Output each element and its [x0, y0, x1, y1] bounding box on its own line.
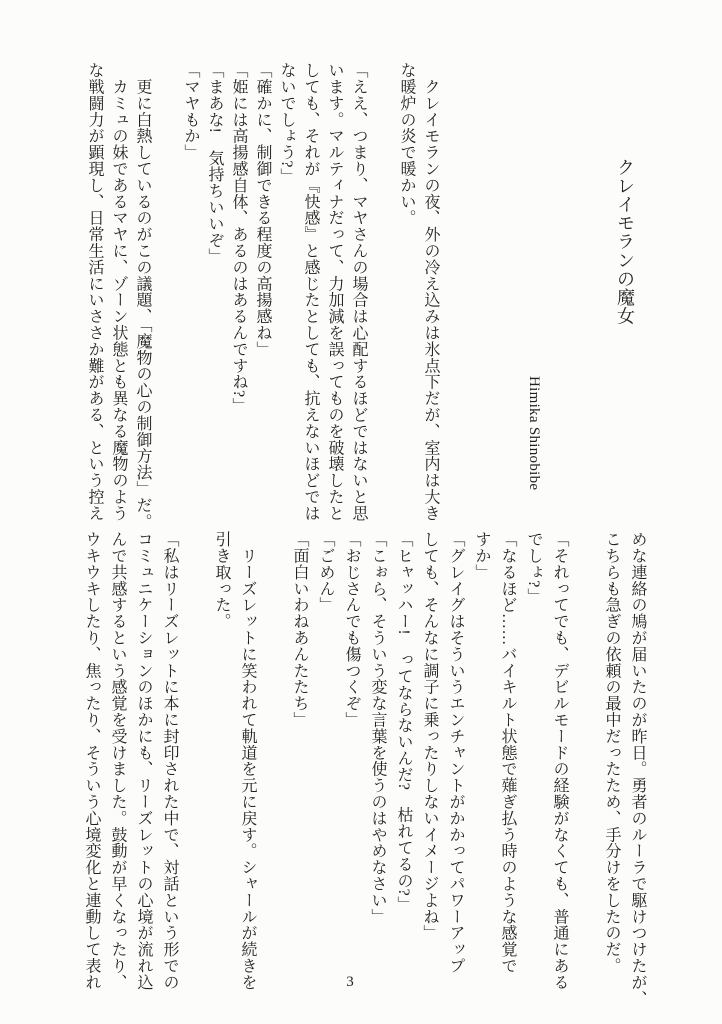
text-line — [370, 62, 394, 540]
text-line: でしょ?」 — [525, 531, 542, 605]
text-line: クレイモランの夜、外の冷え込みは氷点下だが、室内は大き — [422, 62, 439, 522]
text-line: 「マヤもか」 — [182, 62, 199, 161]
text-line: コミュニケーションのほかにも、リーズレットの心境が流れ込 — [135, 531, 152, 991]
text-line: ウキウキしたり、焦ったり、そういう心境変化と連動して表れ — [83, 531, 100, 991]
bottom-text-block — [78, 531, 650, 1009]
text-line: すか」 — [473, 531, 490, 581]
text-line: 引き取った。 — [213, 531, 230, 630]
text-line: こちらも急ぎの依頼の最中だったため、手分けをしたのだ。 — [603, 531, 620, 974]
text-line: 「まあな! 気持ちいいぞ」 — [206, 62, 223, 265]
bottom-text-columns — [78, 531, 650, 1009]
text-line: な暖炉の炎で暖かい。 — [398, 62, 415, 226]
author-name: Himika Shinobibe — [526, 376, 542, 491]
text-line: んで共感するという感覚を受けました。鼓動が早くなったり、 — [109, 531, 126, 991]
text-line: な戦闘力が顕現し、日常生活にいささか難がある、という控え — [86, 62, 103, 522]
top-text-columns — [82, 62, 442, 540]
text-line: 「こぉら、そういう変な言葉を使うのはやめなさい」 — [369, 531, 386, 925]
page-title: クレイモランの魔女 — [615, 158, 635, 326]
text-line — [154, 62, 178, 540]
text-line: います。マルティナだって、力加減を誤ってものを破壊したと — [326, 62, 343, 522]
text-line: 「姫には高揚感自体、あるのはあるんですね?」 — [230, 62, 247, 414]
text-line — [572, 531, 598, 1009]
text-line: 「ごめん」 — [317, 531, 334, 613]
text-line — [260, 531, 286, 1009]
text-line: カミュの妹であるマヤに、ゾーン状態とも異なる魔物のよう — [110, 62, 127, 522]
text-line: 「それってでも、デビルモードの経験がなくても、普通にある — [551, 531, 568, 991]
top-text-block — [82, 62, 638, 540]
text-line: 「ええ、つまり、マヤさんの場合は心配するほどではないと思 — [350, 62, 367, 522]
text-line: 「ヒャッハー! ってならないんだ? 枯れてるの?」 — [395, 531, 412, 913]
text-line: しても、そんなに調子に乗ったりしないイメージよね」 — [421, 531, 438, 941]
text-line: リーズレットに笑われて軌道を元に戻す。シャールが続きを — [239, 531, 256, 991]
text-line: ないでしょう?」 — [278, 62, 295, 185]
text-line: 「私はリーズレットに本に封印された中で、対話という形での — [161, 531, 178, 991]
page-number: 3 — [346, 974, 354, 990]
text-line: 「確かに、制御できる程度の高揚感ね」 — [254, 62, 271, 358]
text-line: 更に白熱しているのがこの議題、「魔物の心の制御方法」だ。 — [134, 62, 151, 530]
text-line: しても、それが『快感』と感じたとしても、抗えないほどでは — [302, 62, 319, 522]
text-line: 「なるほど……バイキルト状態で薙ぎ払う時のような感覚で — [499, 531, 516, 974]
text-line: めな連絡の鳩が届いたのが昨日。勇者のルーラで駆けつけたが、 — [629, 531, 646, 1007]
text-line: 「面白いわねあんたたち」 — [291, 531, 308, 728]
text-line: 「おじさんでも傷つくぞ」 — [343, 531, 360, 728]
text-line — [182, 531, 208, 1009]
text-line: 「グレイグはそういうエンチャントがかかってパワーアップ — [447, 531, 464, 974]
